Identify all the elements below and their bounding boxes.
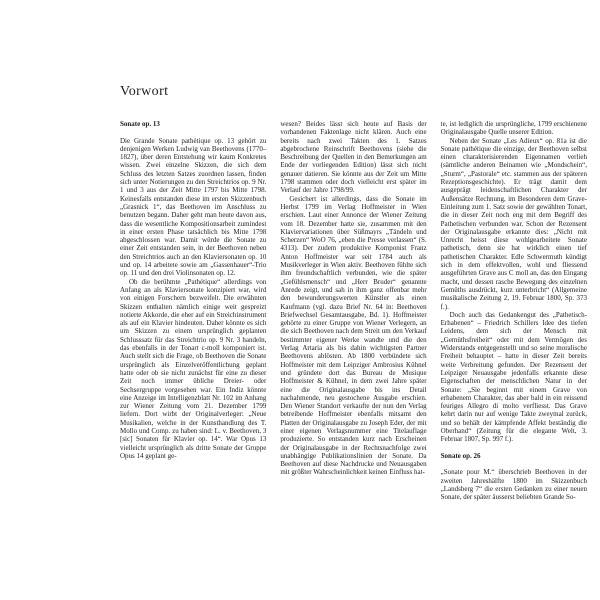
section-heading-sonate-op13: Sonate op. 13 bbox=[120, 120, 160, 128]
section-heading-sonate-op26: Sonate op. 26 bbox=[440, 451, 481, 460]
paragraph: Doch auch das Gedankengut des „Pathetisch-Erhabenen“ – Friedrich Schillers Idee des tiefen Leidens, dem sich der Mensch mit „Gemüthsfreiheit“ oder mit dem Vermögen des Widerstands entgegenstellt und so seine moralische Freiheit behauptet – hatte in dieser Zeit bereits weite Verbreitung gefunden. Der Rezensent der Leipziger Neuausgabe jedenfalls erkannte diese Eigenschaften der menschlichen Natur in der Sonate: „Sie beginnt mit einem Grave von erhabenem Charakter, das aber bald in ein reissend feuriges Allegro di molto verfliesst. Das Grave kehrt darin nur auf wenige Takte zweymal zurück, und so behält der kämpfende Affekt beständig die Oberhand“ (Zeitung für die elegante Welt, 3. Februar 1807, Sp. 997 f.). bbox=[440, 310, 587, 444]
paragraph: Gesichert ist allerdings, dass die Sonate im Herbst 1799 im Verlag Hoffmeister in Wien erschien. Laut einer Annonce der Wiener Zeitung vom 18. Dezember hatte sie, zusammen mit den Klaviervariationen über Süßmayrs „Tändeln und Scherzen“ WoO 76, „eben die Presse verlassen“ (S. 4313). Der zudem produktive Komponist Franz Anton Hoffmeister war seit 1784 auch als Musikverleger in Wien aktiv. Beethoven fühlte sich ihm freundschaftlich verbunden, wie die später „Gefühlsmensch“ und „Herr Bruder“ genannte Anrede zeigt, und sah in ihm ganz offenbar mehr den bewunderungswerten Künstler als einen Kaufmann (vgl. dazu Brief Nr. 64 in: Beethoven Briefwechsel Gesamtausgabe, Bd. 1). Hoffmeister gehörte zu einer Gruppe von Wiener Verlegern, an die sich Beethoven nach dem Streit um den Verkauf bestimmter eigener Werke wandte und die den Verlag Artaria als bis dahin wichtigsten Partner Beethovens ablösten. Ab 1800 verbündete sich Hoffmeister mit dem Leipziger Ambrosius Kühnel und gründete dort das Bureau de Musique Hoffmeister & Kühnel, in dem zwei Jahre später eine die Originalausgabe bis ins Detail nachahmende, neu gestochene Ausgabe erschien. Den Wiener Standort verkaufte der nun den Verlag betreibende Hoffmeister ebenfalls mitsamt den Platten der Originalausgabe zu Joseph Eder, der mit einer eigenen Verlagsnummer eine Titelauflage produzierte. So entstanden kurz nach Erscheinen der Originalausgabe in der Rechtsnachfolge zwei unabhängige Publikationslinien der Sonate. Da Beethoven auf diese Nachdrucke und Neuausgaben mit größter Wahrscheinlichkeit keinen Einfluss hat- bbox=[280, 194, 427, 477]
page-title: Vorwort bbox=[120, 84, 169, 99]
paragraph: Die Grande Sonate pathétique op. 13 gehört zu denjenigen Werken Ludwig van Beethovens (1770–1827), über deren Entstehung wir kaum Konkretes wissen. Zwei einzelne Skizzen, die sich dem Schluss des letzten Satzes zuordnen lassen, finden sich unter Notierungen zu den Streichtrios op. 9 Nr. 1 und 3 aus der Zeit Mitte 1797 bis Mitte 1798. Keinesfalls entstanden diese im ersten Skizzenbuch „Grasnick 1“, das Beethoven im Anschluss zu benutzen begann. Daher geht man heute davon aus, dass die wesentliche Kompositionsarbeit zumindest in einer ersten Phase tatsächlich bis Mitte 1798 abgeschlossen war. Damit würde die Sonate zu einer Zeit entstanden sein, in der Beethoven neben den Streichtrios auch an den Klaviersonaten op. 10 und op. 14 arbeitete sowie am „Gassenhauer“-Trio op. 11 und den drei Violinsonaten op. 12. bbox=[120, 136, 267, 278]
paragraph: Neben der Sonate „Les Adieux“ op. 81a ist die Sonate pathétique die einzige, der Beethoven selbst einen charakterisierenden Eigennamen verlieh (sämtliche anderen Beinamen wie „Mondschein“, „Sturm“, „Pastorale“ etc. stammen aus der späteren Rezeptionsgeschichte). Er trägt damit dem ausgeprägt leidenschaftlichen Charakter der Außensätze Rechnung, im Besonderen dem Grave-Einleitung zum 1. Satz sowie der gewählten Tonart, die in dieser Zeit noch eng mit dem Begriff des Pathetischen verbunden war. Schon der Rezensent der Originalausgabe erkannte dies: „Nicht mit Unrecht heisst diese wohlgearbeitete Sonate pathetisch, denn sie hat wirklich einen tief pathetischen Charakter. Edle Schwermuth kündigt sich in dem effektvollen, wohl und fliessend ausgeführten Grave aus C moll an, das den Eingang macht, und dessen rasche Bewegung des einzelnen Gemüths ausdrückt, kurz unterbricht“ (Allgemeine musikalische Zeitung 2, 19. Februar 1800, Sp. 373 f.). bbox=[440, 136, 587, 311]
column-1 bbox=[120, 120, 266, 502]
paragraph-continuation: te, ist lediglich die ursprüngliche, 1799 erschienene Originalausgabe Quelle unserer Edition. bbox=[440, 120, 587, 137]
text-columns bbox=[120, 120, 587, 502]
column-2 bbox=[280, 120, 426, 502]
paragraph: Ob die berühmte „Pathétique“ allerdings von Anfang an als Klaviersonate konzipiert war, wird von einigen Forschern bezweifelt. Die erwähnten Skizzen enthalten nämlich einige weit gespreizt notierte Akkorde, die eher auf ein Streichinstrument als auf ein Klavier hindeuten. Daher könnte es sich um Skizzen zu einem ursprünglich geplanten Schlusssatz für das Streichtrio op. 9 Nr. 3 handeln, das ebenfalls in der Tonart c-moll komponiert ist. Auch stellt sich die Frage, ob Beethoven die Sonate ursprünglich als Einzelveröffentlichung geplant hatte oder ob sie nicht zunächst für eine zu dieser Zeit noch immer übliche Dreier- oder Sechsergruppe vorgesehen war. Ein Indiz könnte eine Anzeige im Intelligenzblatt Nr. 102 im Anhang zur Wiener Zeitung vom 21. Dezember 1799 liefern. Dort wirbt der Originalverleger: „Neue Musikalien, welche in der Kunsthandlung des T. Mollo und Comp. zu haben sind: L. v. Beethoven, 3 [sic] Sonaten für Klavier op. 14“. War Opus 13 vielleicht ursprünglich als dritte Sonate der Gruppe Opus 14 geplant ge- bbox=[120, 277, 267, 460]
paragraph-continuation: wesen? Beides lässt sich heute auf Basis der vorhandenen Faktenlage nicht klären. Auch eine bereits nach zwei Takten des 1. Satzes abgebrochene Reinschrift Beethovens (siehe die Beschreibung der Quellen in den Bemerkungen am Ende der vorliegenden Edition) lässt sich nicht genauer datieren. Sie könnte aus der Zeit um Mitte 1798 stammen oder doch vielleicht erst später im Verlauf der Jahre 1798/99. bbox=[280, 120, 427, 195]
paragraph: „Sonate pour M.“ überschrieb Beethoven in der zweiten Jahreshälfte 1800 im Skizzenbuch „Landsberg 7“ die ersten Gedanken zu einer neuen Sonate, der später äusserst beliebten Grande So- bbox=[440, 468, 587, 502]
column-3 bbox=[441, 120, 587, 502]
